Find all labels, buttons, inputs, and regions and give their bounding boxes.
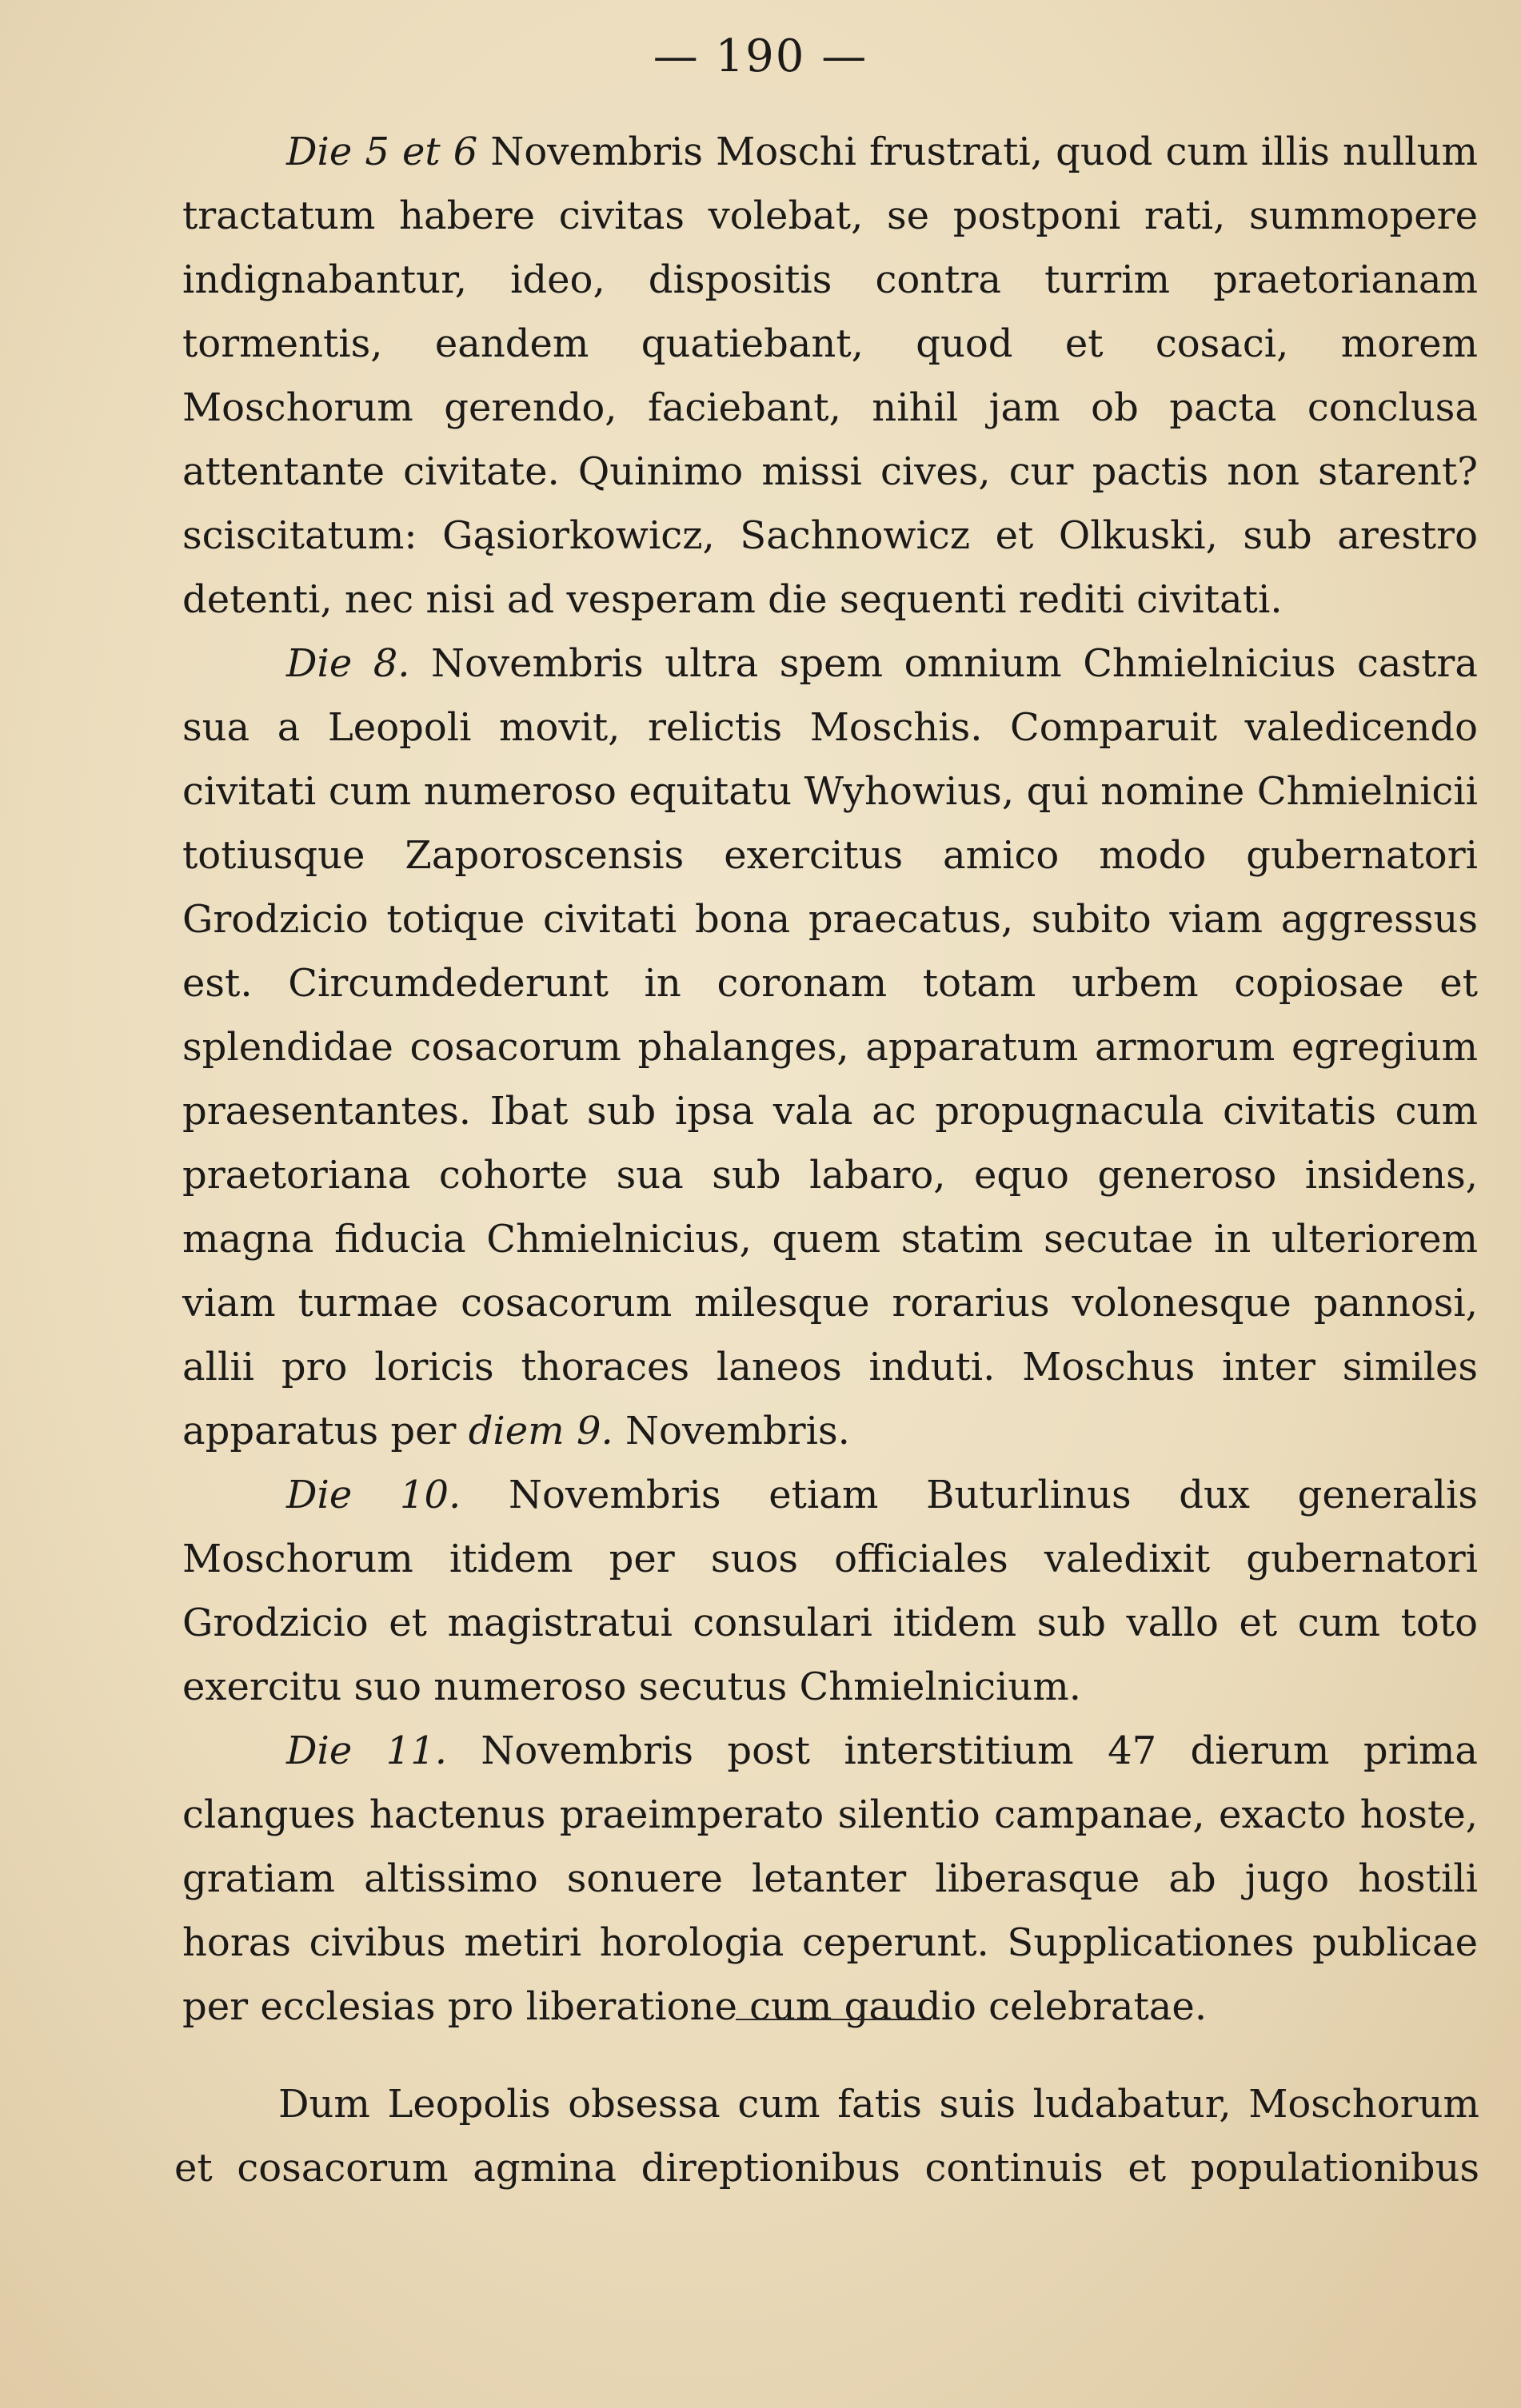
paragraph-text-tail: Novembris. (613, 1409, 850, 1453)
paragraph-nov-8 (182, 632, 1478, 1463)
paragraph-text: Novembris Moschi frustrati, quod cum illis nullum tractatum habere civitas volebat, se postponi rati, summopere indignabantur, ideo, dispositis contra turrim praetorianam tormentis, eandem quatiebant, quod et cosaci, morem Moschorum gerendo, faciebant, nihil jam ob pacta conclusa attentante civitate. Quinimo missi cives, cur pactis non starent? sciscitatum: Gąsiorkowicz, Sachnowicz et Olkuski, sub arestro detenti, nec nisi ad vesperam die sequenti rediti civitati. (182, 130, 1478, 622)
paragraph-nov-10 (182, 1463, 1478, 1719)
inline-date: diem 9. (468, 1409, 613, 1453)
day-label: Die 11. (286, 1728, 447, 1773)
paragraph-text: Novembris ultra spem omnium Chmielnicius castra sua a Leopoli movit, relictis Moschis. Comparuit valedicendo civitati cum numeroso equitatu Wyhowius, qui nomine Chmielnicii totiusque Zaporoscensis exercitus amico modo gubernatori Grodzicio totique civitati bona praecatus, subito viam aggressus est. Circumdederunt in coronam totam urbem copiosae et splendidae cosacorum phalanges, apparatum armorum egregium praesentantes. Ibat sub ipsa vala ac propugnacula civitatis cum praetoriana cohorte sua sub labaro, equo generoso insidens, magna fiducia Chmielnicius, quem statim secutae in ulteriorem viam turmae cosacorum milesque rorarius volonesque pannosi, allii pro loricis thoraces laneos induti. Moschus inter similes apparatus per (182, 641, 1478, 1453)
day-label: Die 8. (286, 641, 410, 686)
day-label: Die 10. (286, 1473, 461, 1517)
main-text (182, 120, 1478, 2039)
paragraph-next-section: Dum Leopolis obsessa cum fatis suis ludabatur, Moschorum et cosacorum agmina direptionibus continuis et populationibus (174, 2082, 1479, 2191)
paragraph-text: Novembris etiam Buturlinus dux generalis Moschorum itidem per suos officiales valedixit gubernatori Grodzicio et magistratui consulari itidem sub vallo et cum toto exercitu suo numeroso secutus Chmielnicium. (182, 1473, 1478, 1709)
next-section-text (174, 2072, 1479, 2200)
section-divider (736, 2019, 931, 2020)
paragraph-nov-11 (182, 1719, 1478, 2039)
paragraph-text: Novembris post interstitium 47 dierum prima clangues hactenus praeimperato silentio campanae, exacto hoste, gratiam altissimo sonuere letanter liberasque ab jugo hostili horas civibus metiri horologia ceperunt. Supplicationes publicae per ecclesias pro liberatione cum gaudio celebratae. (182, 1728, 1478, 2029)
paragraph-nov-5-6 (182, 120, 1478, 632)
page-number: — 190 — (653, 30, 868, 82)
day-label: Die 5 et 6 (286, 130, 478, 174)
